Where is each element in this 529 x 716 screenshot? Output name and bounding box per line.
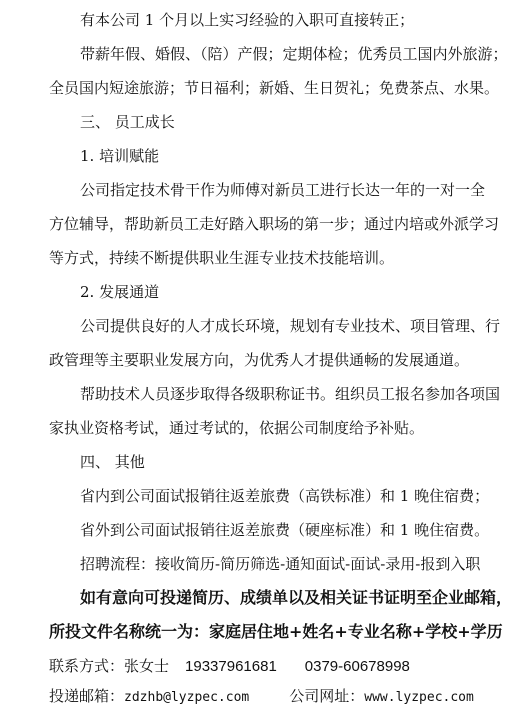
text-travel-outside: 省外到公司面试报销往返差旅费（硬座标准）和 1 晚住宿费。 bbox=[80, 521, 490, 539]
contact-phone-office: 0379-60678998 bbox=[304, 658, 410, 675]
text-line-benefits-2: 全员国内短途旅游；节日福利；新婚、生日贺礼；免费茶点、水果。 bbox=[49, 79, 500, 97]
subheading-training: 1. 培训赋能 bbox=[80, 147, 160, 165]
website-label: 公司网址： bbox=[289, 687, 365, 705]
section-heading-other: 四、 其他 bbox=[80, 453, 145, 471]
paragraph-training-line-3: 等方式，持续不断提供职业生涯专业技术技能培训。 bbox=[49, 249, 395, 267]
section-heading-growth: 三、 员工成长 bbox=[80, 113, 175, 131]
bold-apply-line-2: 所投文件名称统一为：家庭居住地+姓名+专业名称+学校+学历 bbox=[49, 622, 503, 641]
paragraph-certificate-line-2: 家执业资格考试，通过考试的，依据公司制度给予补贴。 bbox=[49, 419, 425, 437]
text-recruit-process: 招聘流程：接收简历-简历筛选-通知面试-面试-录用-报到入职 bbox=[80, 555, 481, 573]
text-travel-province: 省内到公司面试报销往返差旅费（高铁标准）和 1 晚住宿费； bbox=[80, 487, 490, 505]
website-url[interactable]: www.lyzpec.com bbox=[364, 690, 474, 705]
paragraph-career-line-1: 公司提供良好的人才成长环境，规划有专业技术、项目管理、行 bbox=[80, 317, 501, 335]
subheading-career-path: 2. 发展通道 bbox=[80, 283, 160, 301]
paragraph-training-line-2: 方位辅导，帮助新员工走好踏入职场的第一步；通过内培或外派学习 bbox=[49, 215, 500, 233]
paragraph-career-line-2: 政管理等主要职业发展方向，为优秀人才提供通畅的发展通道。 bbox=[49, 351, 470, 369]
contact-row bbox=[49, 656, 410, 677]
bold-apply-line-1: 如有意向可投递简历、成绩单以及相关证书证明至企业邮箱， bbox=[80, 588, 513, 607]
email-label: 投递邮箱： bbox=[49, 687, 125, 705]
paragraph-training-line-1: 公司指定技术骨干作为师傅对新员工进行长达一年的一对一全 bbox=[80, 181, 486, 199]
email-web-row bbox=[49, 686, 474, 708]
email-address[interactable]: zdzhb@lyzpec.com bbox=[124, 690, 250, 705]
text-line-benefits-1: 带薪年假、婚假、（陪）产假；定期体检；优秀员工国内外旅游； bbox=[80, 45, 508, 63]
text-line-internship: 有本公司 1 个月以上实习经验的入职可直接转正； bbox=[80, 11, 415, 29]
contact-label: 联系方式：张女士 bbox=[49, 657, 170, 675]
paragraph-certificate-line-1: 帮助技术人员逐步取得各级职称证书。组织员工报名参加各项国 bbox=[80, 385, 501, 403]
contact-phone-mobile: 19337961681 bbox=[185, 658, 277, 675]
